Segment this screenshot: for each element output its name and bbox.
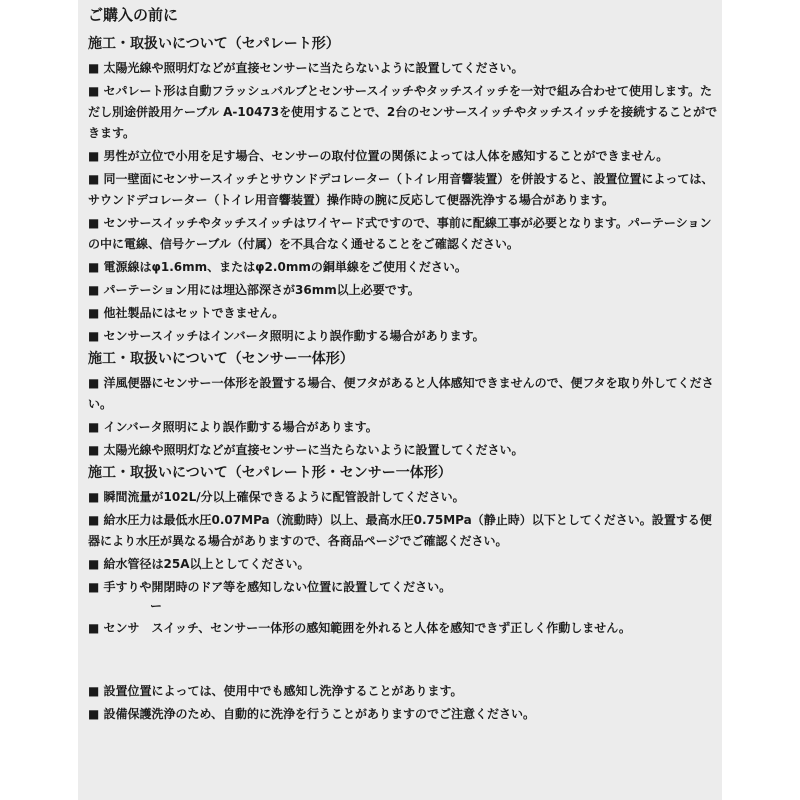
note-item: ■ 瞬間流量が102L/分以上確保できるように配管設計してください。 [88, 490, 465, 504]
note-item: ■ 手すりや開閉時のドア等を感知しない位置に設置してください。 [88, 580, 452, 594]
note-item-sensor-range: ■ センサ スイッチ、センサー一体形の感知範囲を外れると人体を感知できず正しく作動しません。 [88, 621, 631, 635]
note-item: ■ 太陽光線や照明灯などが直接センサーに当たらないように設置してください。 [88, 61, 524, 75]
note-item: ■ パーテーション用には埋込部深さが36mm以上必要です。 [88, 283, 420, 297]
purchase-notes [88, 4, 718, 727]
note-item: ■ 電源線はφ1.6mm、またはφ2.0mmの銅単線をご使用ください。 [88, 260, 467, 274]
note-item: ■ 太陽光線や照明灯などが直接センサーに当たらないように設置してください。 [88, 443, 524, 457]
note-item: ■ セパレート形は自動フラッシュバルブとセンサースイッチやタッチスイッチを一対で組み合わせて使用します。ただし別途併設用ケーブル A-10473を使用することで、2台のセンサースイッチやタッチスイッチを接続することができます。 [88, 84, 718, 140]
note-item: ■ 設備保護洗浄のため、自動的に洗浄を行うことがありますのでご注意ください。 [88, 707, 536, 721]
note-item: ■ センサースイッチはインバータ照明により誤作動する場合があります。 [88, 329, 485, 343]
section-heading-integrated: 施工・取扱いについて（センサー一体形） [88, 351, 354, 367]
section-heading-separate: 施工・取扱いについて（セパレート形） [88, 36, 340, 52]
note-item: ■ 設置位置によっては、使用中でも感知し洗浄することがあります。 [88, 684, 463, 698]
stray-dash: ー [150, 599, 163, 613]
note-item: ■ インバータ照明により誤作動する場合があります。 [88, 420, 378, 434]
note-item: ■ 洋風便器にセンサー一体形を設置する場合、便フタがあると人体感知できませんので、便フタを取り外してください。 [88, 376, 714, 411]
note-item: ■ 他社製品にはセットできません。 [88, 306, 285, 320]
note-item: ■ 男性が立位で小用を足す場合、センサーの取付位置の関係によっては人体を感知することができません。 [88, 149, 669, 163]
note-item: ■ センサースイッチやタッチスイッチはワイヤード式ですので、事前に配線工事が必要となります。パーテーションの中に電線、信号ケーブル（付属）を不具合なく通せることをご確認ください。 [88, 216, 712, 251]
note-item: ■ 同一壁面にセンサースイッチとサウンドデコレーター（トイレ用音響装置）を併設すると、設置位置によっては、サウンドデコレーター（トイレ用音響装置）操作時の腕に反応して便器洗浄する場合があります。 [88, 172, 714, 207]
section-heading-both: 施工・取扱いについて（セパレート形・センサー一体形） [88, 465, 452, 481]
note-item: ■ 給水圧力は最低水圧0.07MPa（流動時）以上、最高水圧0.75MPa（静止時）以下としてください。設置する便器により水圧が異なる場合がありますので、各商品ページでご確認ください。 [88, 513, 712, 548]
note-item: ■ 給水管径は25A以上としてください。 [88, 557, 310, 571]
page-title: ご購入の前に [88, 6, 179, 24]
